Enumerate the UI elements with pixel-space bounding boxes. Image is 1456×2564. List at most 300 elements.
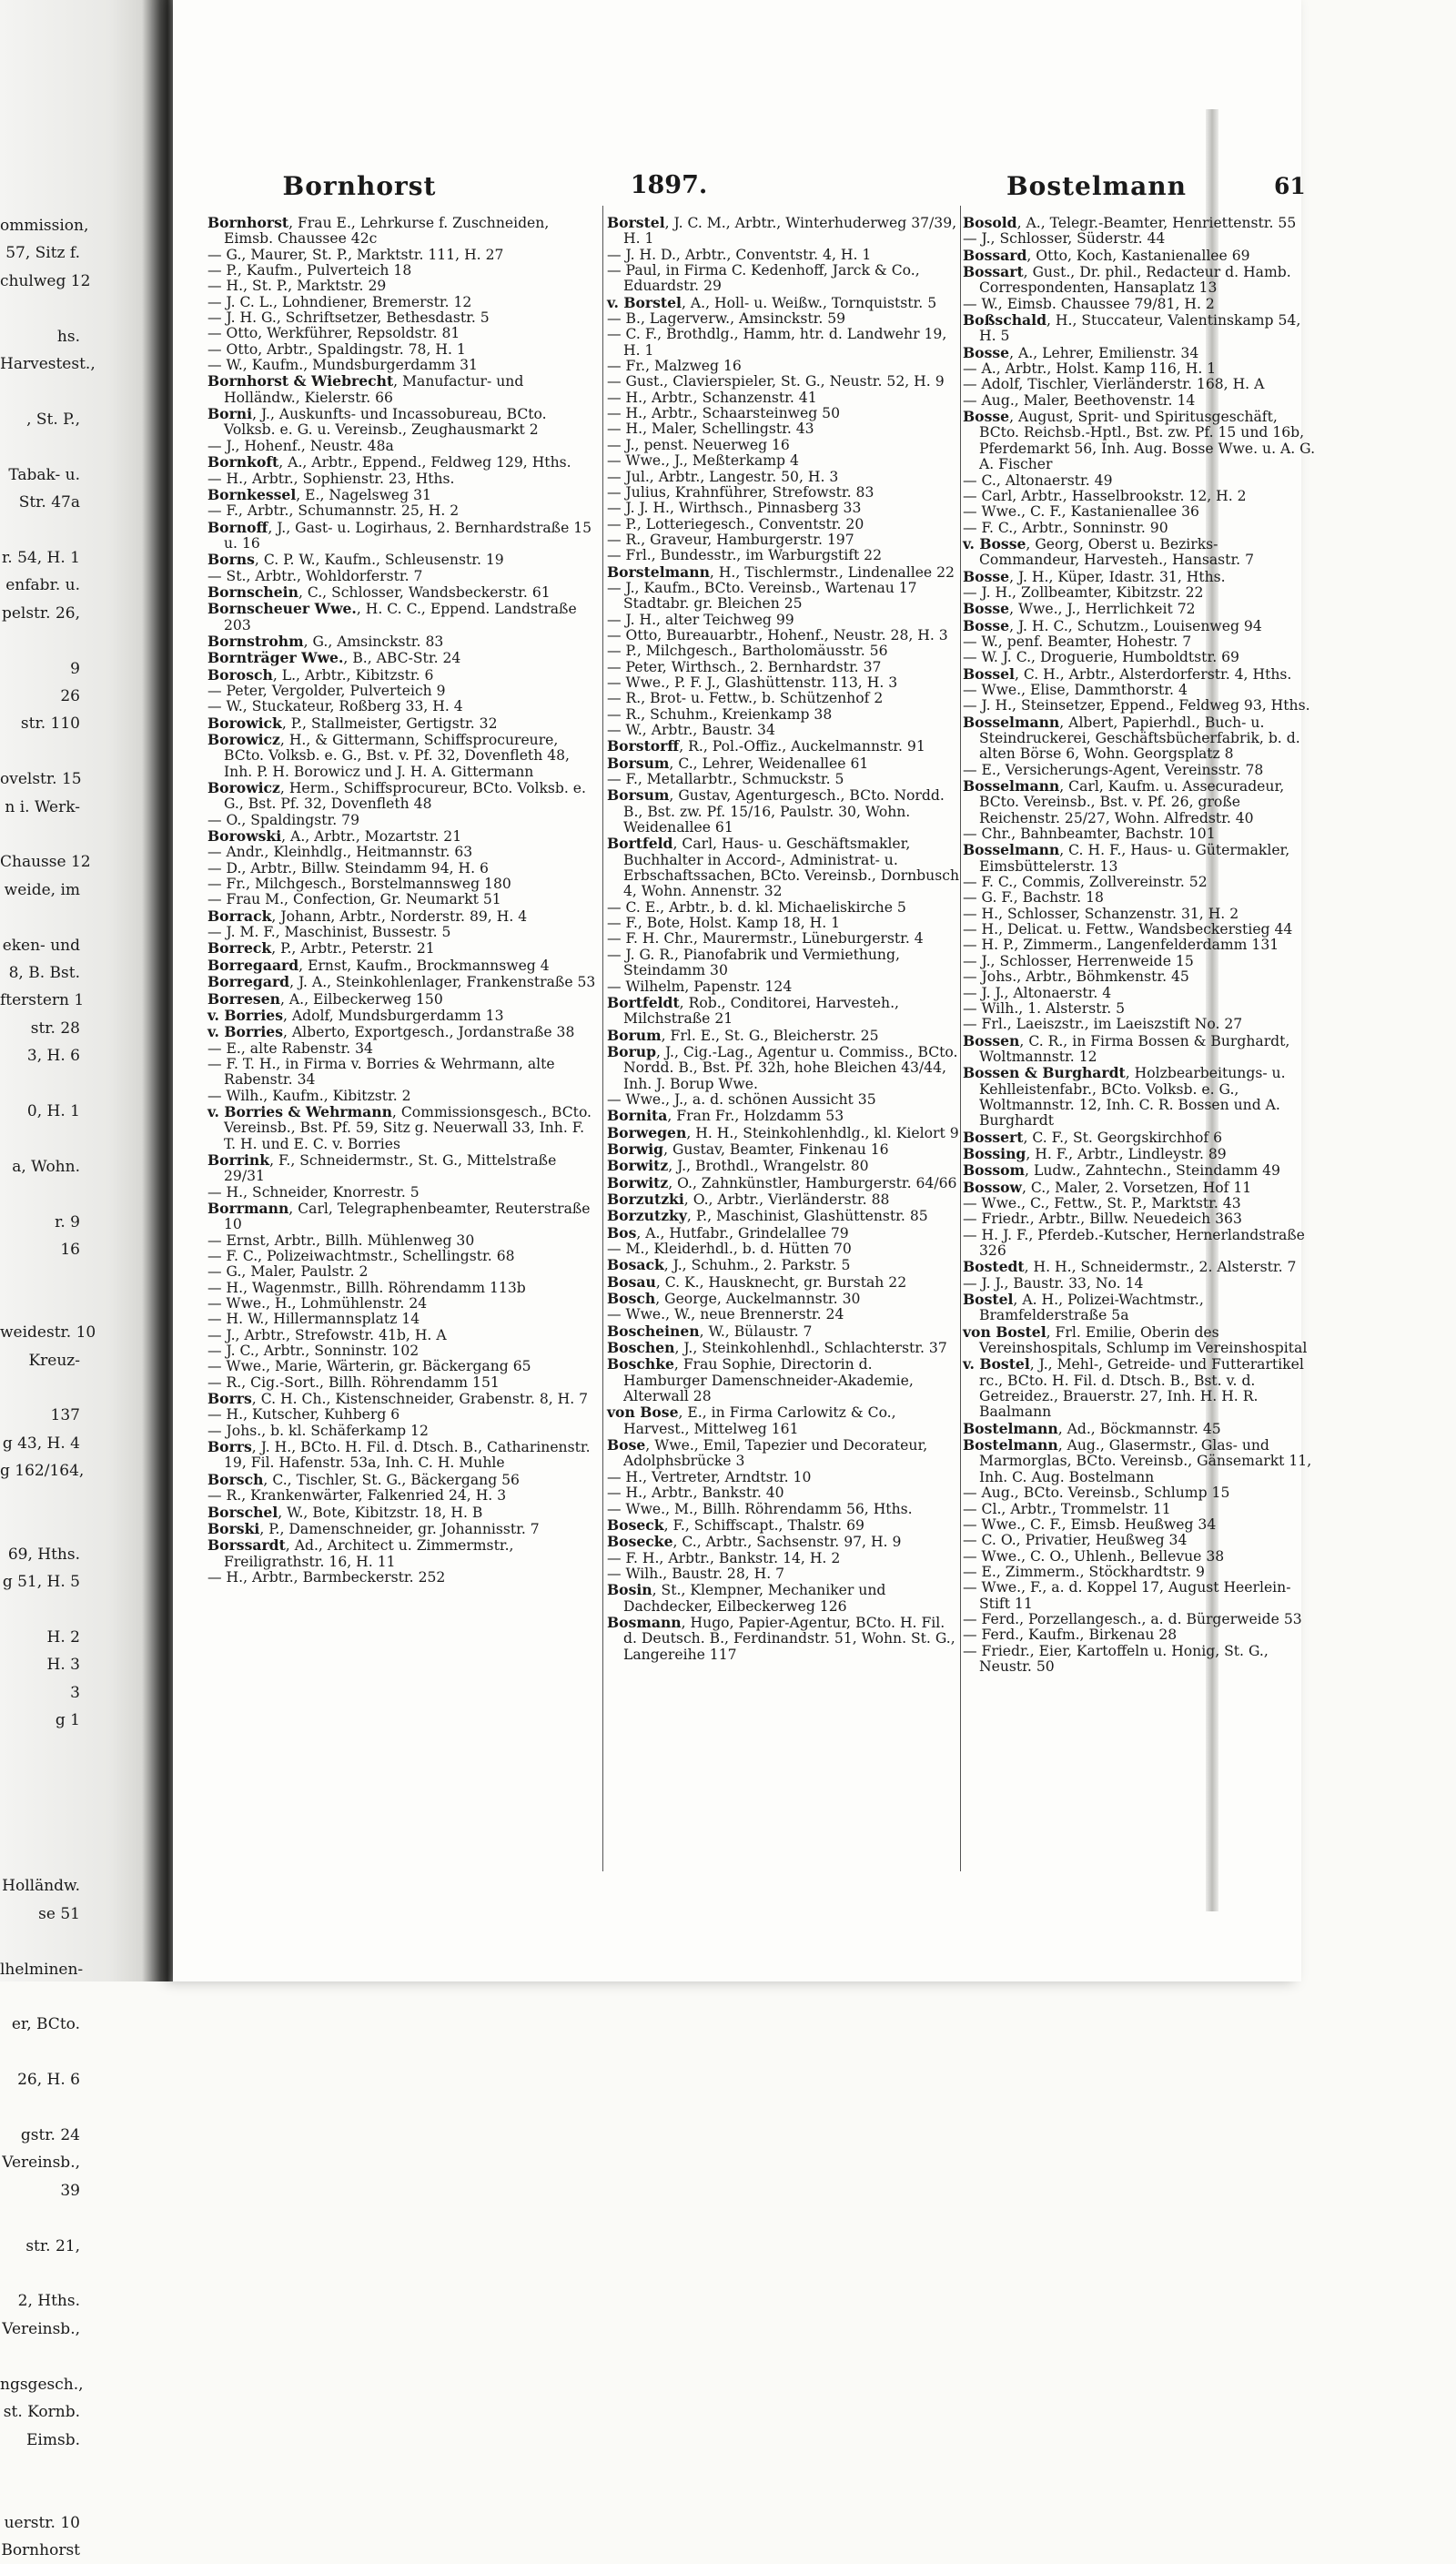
directory-entry: — Wwe., C. O., Uhlenh., Bellevue 38 [963,1547,1225,1565]
directory-entry: Bosack, J., Schuhm., 2. Parkstr. 5 [607,1256,851,1274]
entry-surname: Bornhorst & Wiebrecht [207,372,394,390]
directory-entry: — Peter, Wirthsch., 2. Bernhardstr. 37 [607,658,882,675]
directory-entry: — R., Graveur, Hamburgerstr. 197 [607,531,854,548]
entry-surname: Borowicz [207,731,280,748]
prev-page-fragment [0,1291,100,1318]
directory-entry: — Carl, Arbtr., Hasselbrookstr. 12, H. 2 [963,487,1247,504]
directory-entry: Borresen, A., Eilbeckerweg 150 [207,989,443,1008]
directory-entry: — Wwe., Marie, Wärterin, gr. Bäckergang 65 [207,1358,531,1375]
prev-page-fragment [0,2453,100,2480]
entry-surname: Bostel [963,1291,1014,1309]
directory-entry: — H., Delicat. u. Fettw., Wandsbeckerstieg 44 [963,921,1293,938]
directory-entry: — J. J. H., Wirthsch., Pinnasberg 33 [607,500,862,517]
directory-entry: Borsum, Gustav, Agenturgesch., BCto. Nordd. B., Bst. zw. Pf. 15/16, Paulstr. 30, Wohn. Weidenallee 61 [607,786,945,836]
directory-entry: — W., Stuckateur, Roßberg 33, H. 4 [207,698,463,715]
directory-entry: Borsch, C., Tischler, St. G., Bäckergang 56 [207,1470,520,1488]
directory-entry: Bornoff, J., Gast- u. Logirhaus, 2. Bernhardstraße 15 u. 16 [207,518,592,552]
directory-entry: Bosmann, Hugo, Papier-Agentur, BCto. H. Fil. d. Deutsch. B., Ferdinandstr. 51, Wohn. St. G., Langereihe 117 [607,1613,956,1663]
directory-entry: — Wwe., J., Meßterkamp 4 [607,452,799,470]
directory-entry: — B., Lagerverw., Amsinckstr. 59 [607,310,846,328]
directory-entry: v. Borries, Alberto, Exportgesch., Jordanstraße 38 [207,1023,575,1041]
directory-entry: Borum, Frl. E., St. G., Bleicherstr. 25 [607,1026,879,1044]
prev-page-fragment: ommission, [0,217,89,235]
entry-surname: Bornträger Wwe. [207,649,344,667]
entry-surname: Borwitz [607,1157,669,1175]
prev-page-fragment: 2, Hths. [17,2292,80,2311]
entry-surname: Bosau [607,1272,656,1291]
entry-surname: Bornkoft [207,453,279,471]
directory-entry: — P., Kaufm., Pulverteich 18 [207,262,412,279]
directory-entry: Bosse, Wwe., J., Herrlichkeit 72 [963,600,1196,618]
directory-entry: — H., Schneider, Knorrestr. 5 [207,1183,420,1201]
directory-entry: — H., Wagenmstr., Billh. Röhrendamm 113b [207,1279,526,1296]
entry-surname: Bossart [963,263,1024,281]
directory-entry: — F. T. H., in Firma v. Borries & Wehrmann, alte Rabenstr. 34 [207,1055,555,1089]
prev-page-fragment [0,1262,100,1290]
directory-entry: Bostedt, H. H., Schneidermstr., 2. Alsterstr. 7 [963,1258,1297,1276]
entry-surname: Bortfeld [607,835,673,853]
prev-page-fragment: H. 3 [46,1656,80,1675]
prev-page-fragment: g 162/164, [0,1462,85,1481]
prev-page-fragment: 26, H. 6 [17,2071,80,2090]
directory-entry: — P., Milchgesch., Bartholomäusstr. 56 [607,643,888,660]
directory-entry: Borns, C. P. W., Kaufm., Schleusenstr. 19 [207,551,504,569]
prev-page-fragment: weide, im [4,880,80,899]
entry-surname: v. Borries [207,1006,283,1024]
directory-entry: Borwitz, J., Brothdl., Wrangelstr. 80 [607,1157,869,1175]
prev-page-fragment: hs. [56,327,80,346]
entry-surname: von Bostel [963,1323,1046,1341]
directory-entry: — H., Arbtr., Bankstr. 40 [607,1485,784,1502]
directory-entry: Borski, P., Damenschneider, gr. Johannisstr. 7 [207,1519,540,1537]
directory-entry: Borregaard, Ernst, Kaufm., Brockmannsweg 4 [207,956,550,974]
entry-surname: v. Bostel [963,1355,1030,1373]
directory-entry: — F. H. Chr., Maurermstr., Lüneburgerstr. 4 [607,930,924,948]
prev-page-fragment: 9 [70,659,80,678]
directory-entry: — Friedr., Arbtr., Billw. Neuedeich 363 [963,1211,1242,1228]
entry-surname: Bossert [963,1128,1024,1146]
directory-entry: — Paul, in Firma C. Kedenhoff, Jarck & Co., Eduardstr. 29 [607,262,920,295]
entry-surname: Bornstrohm [207,632,304,650]
entry-surname: Borrack [207,907,272,925]
directory-entry: — Chr., Bahnbeamter, Bachstr. 101 [963,826,1216,843]
directory-entry: Bostelmann, Ad., Böckmannstr. 45 [963,1419,1221,1437]
directory-entry: — Peter, Vergolder, Pulverteich 9 [207,682,446,699]
directory-entry: — Wwe., H., Lohmühlenstr. 24 [207,1295,428,1312]
entry-surname: Bosmann [607,1613,682,1631]
prev-page-fragment: Eimsb. [26,2430,80,2449]
prev-page-fragment: ovelstr. 15 [0,770,82,789]
prev-page-fragment [0,515,100,542]
entry-surname: Bornita [607,1107,668,1125]
directory-entry: — C. O., Privatier, Heußweg 34 [963,1532,1188,1549]
directory-entry: Borrack, Johann, Arbtr., Norderstr. 89, H. 4 [207,907,528,925]
directory-entry: Bosch, George, Auckelmannstr. 30 [607,1290,861,1308]
directory-entry: — J. C., Arbtr., Sonninstr. 102 [207,1343,420,1360]
directory-entry: Bossen & Burghardt, Holzbearbeitungs- u. Kehlleistenfabr., BCto. Volksb. e. G., Woltmannstr. 12, Inh. C. R. Bossen und A. Burghardt [963,1064,1286,1130]
directory-entry: Bornita, Fran Fr., Holzdamm 53 [607,1107,844,1125]
directory-entry: Bosselmann, Carl, Kaufm. u. Assecuradeur, BCto. Vereinsb., Bst. v. Pf. 26, große Reichenstr. 25/27, Wohn. Alfredstr. 40 [963,777,1285,826]
directory-entry: — F. C., Commis, Zollvereinstr. 52 [963,874,1208,891]
entry-surname: Bornoff [207,518,268,536]
directory-entry: — R., Brot- u. Fettw., b. Schützenhof 2 [607,690,884,707]
prev-page-fragment [0,1844,100,1871]
prev-page-fragment: g 43, H. 4 [2,1434,80,1453]
directory-entry: — Fr., Milchgesch., Borstelmannsweg 180 [207,876,511,893]
entry-surname: Borschel [207,1503,278,1521]
prev-page-fragment [0,432,100,460]
prev-page-fragment [0,1982,100,2010]
directory-entry: — J., Kaufm., BCto. Vereinsb., Wartenau 17 Stadtabr. gr. Bleichen 25 [607,579,917,613]
directory-entry: — Otto, Arbtr., Spaldingstr. 78, H. 1 [207,340,466,358]
prev-page-fragment: 39 [60,2181,80,2200]
directory-entry: v. Bostel, J., Mehl-, Getreide- und Futterartikel rc., BCto. H. Fil. d. Dtsch. B., Bst. v. d. Getreidez., Brauerstr. 27, Inh. H. H. R. Baalmann [963,1355,1304,1421]
directory-entry: Bossert, C. F., St. Georgskirchhof 6 [963,1128,1223,1146]
directory-entry: Borrmann, Carl, Telegraphenbeamter, Reuterstraße 10 [207,1199,591,1233]
entry-surname: Borregard [207,973,290,991]
entry-surname: Boßschald [963,311,1046,329]
directory-entry: — Cl., Arbtr., Trommelstr. 11 [963,1500,1171,1517]
directory-entry: Bosin, St., Klempner, Mechaniker und Dachdecker, Eilbeckerweg 126 [607,1581,886,1615]
prev-page-fragment [0,2259,100,2286]
entry-surname: Borregaard [207,956,299,974]
directory-entry: — Wwe., W., neue Brennerstr. 24 [607,1306,844,1323]
directory-entry: — Frau M., Confection, Gr. Neumarkt 51 [207,891,501,908]
entry-surname: Bosold [963,214,1017,231]
directory-entry: — M., Kleiderhdl., b. d. Hütten 70 [607,1241,852,1257]
entry-surname: v. Bosse [963,534,1026,552]
directory-entry: — R., Krankenwärter, Falkenried 24, H. 3 [207,1487,507,1505]
directory-entry: Borssardt, Ad., Architect u. Zimmermstr., Freiligrathstr. 16, H. 11 [207,1536,514,1570]
directory-entry: Bossow, C., Maler, 2. Vorsetzen, Hof 11 [963,1178,1252,1196]
directory-entry: — F. C., Polizeiwachtmstr., Schellingstr. 68 [207,1248,515,1264]
prev-page-fragment: Chausse 12 [0,853,91,872]
entry-surname: Bos [607,1223,637,1241]
directory-entry: Borup, J., Cig.-Lag., Agentur u. Commiss., BCto. Nordd. B., Bst. Pf. 32h, hohe Bleichen 43/44, Inh. J. Borup Wwe. [607,1042,958,1092]
directory-entry: — H. W., Hillermannsplatz 14 [207,1311,420,1328]
prev-page-fragment [0,2204,100,2231]
directory-entry: — Otto, Bureauarbtr., Hohenf., Neustr. 28, H. 3 [607,626,948,644]
directory-entry: — J. M. F., Maschinist, Bussestr. 5 [207,924,451,941]
directory-entry: Bornstrohm, G., Amsinckstr. 83 [207,632,444,650]
entry-surname: Bossen & Burghardt [963,1064,1126,1082]
directory-entry: — J., Schlosser, Herrenweide 15 [963,952,1194,969]
directory-entry: — C. E., Arbtr., b. d. kl. Michaeliskirche 5 [607,898,906,916]
directory-entry: — C. F., Brothdlg., Hamm, htr. d. Landwehr 19, H. 1 [607,326,947,359]
directory-entry: — Otto, Werkführer, Repsoldstr. 81 [207,325,460,342]
prev-page-fragment: gstr. 24 [20,2126,80,2145]
prev-page-fragment: n i. Werk- [5,797,80,816]
directory-entry: — J. H. D., Arbtr., Conventstr. 4, H. 1 [607,246,872,263]
entry-surname: Borup [607,1042,657,1060]
prev-page-fragment: Holländw. [2,1877,80,1896]
directory-entry: — J., penst. Neuerweg 16 [607,436,790,453]
column-3 [963,215,1318,1675]
directory-entry: Bornkoft, A., Arbtr., Eppend., Feldweg 129, Hths. [207,453,571,471]
entry-surname: Borski [207,1519,260,1537]
prev-page-fragment: g 51, H. 5 [2,1572,80,1591]
directory-entry: — Wwe., C. F., Kastanienallee 36 [963,503,1199,521]
directory-entry: — J. G. R., Pianofabrik und Vermiethung, Steindamm 30 [607,946,900,979]
directory-entry: Bosau, C. K., Hausknecht, gr. Burstah 22 [607,1272,907,1291]
entry-surname: Bossom [963,1161,1026,1180]
directory-entry: — F., Metallarbtr., Schmuckstr. 5 [607,771,844,788]
directory-entry: Bornhorst, Frau E., Lehrkurse f. Zuschneiden, Eimsb. Chaussee 42c [207,214,550,248]
directory-entry: Bossard, Otto, Koch, Kastanienallee 69 [963,246,1250,264]
directory-entry: Bosse, J. H., Küper, Idastr. 31, Hths. [963,567,1226,585]
running-head-left: Bornhorst [282,171,437,201]
prev-page-fragment: 3, H. 6 [26,1047,80,1066]
directory-entry: Borstelmann, H., Tischlermstr., Lindenallee 22 [607,562,955,581]
entry-surname: Boschke [607,1355,674,1373]
directory-entry: — E., alte Rabenstr. 34 [207,1039,373,1057]
prev-page-fragment: uerstr. 10 [4,2513,80,2532]
directory-entry: — G., Maurer, St. P., Marktstr. 111, H. 27 [207,246,504,263]
prev-page-fragment [0,2038,100,2065]
entry-surname: Bosse [963,600,1010,618]
directory-entry: v. Borstel, A., Holl- u. Weißw., Tornquiststr. 5 [607,293,937,311]
directory-entry: — H., Maler, Schellingstr. 43 [607,421,814,438]
prev-page-fragment [0,2480,100,2508]
directory-entry: — Adolf, Tischler, Vierländerstr. 168, H. A [963,376,1265,393]
entry-surname: Borrink [207,1150,270,1169]
running-head-year: 1897. [630,171,708,199]
directory-entry: Borosch, L., Arbtr., Kibitzstr. 6 [207,665,434,684]
prev-page-fragment [0,1373,100,1401]
prev-page-fragment [0,1927,100,1954]
prev-page-fragment: chulweg 12 [0,271,91,290]
prev-page-fragment [0,1069,100,1097]
entry-surname: Bossen [963,1031,1020,1049]
entry-surname: Bosselmann [963,713,1060,731]
running-head-right: Bostelmann [1006,171,1187,201]
directory-entry: — J. H., Steinsetzer, Eppend., Feldweg 93, Hths. [963,697,1310,714]
directory-entry: Borowicz, H., & Gittermann, Schiffsprocureure, BCto. Volksb. e. G., Bst. v. Pf. 32, Dovenfleth 48, Inh. P. H. Borowicz und J. H. A. Gittermann [207,731,570,780]
column-2 [607,215,959,1663]
directory-entry: Bossart, Gust., Dr. phil., Redacteur d. Hamb. Correspondenten, Hansaplatz 13 [963,263,1291,297]
directory-entry: Bossing, H. F., Arbtr., Lindleystr. 89 [963,1144,1227,1162]
prev-page-fragment: Harvestest., [0,355,96,374]
column-1 [207,215,599,1586]
entry-surname: Borstel [607,214,665,231]
entry-surname: Borwig [607,1140,664,1158]
directory-entry: — F., Arbtr., Schumannstr. 25, H. 2 [207,502,460,520]
directory-entry: Borreck, P., Arbtr., Peterstr. 21 [207,939,435,958]
entry-surname: Bosack [607,1256,664,1274]
entry-surname: Bosse [963,567,1010,585]
directory-entry: — J. H., alter Teichweg 99 [607,611,794,628]
directory-entry: Boscheinen, W., Bülaustr. 7 [607,1322,813,1340]
entry-surname: Borreck [207,939,272,958]
directory-entry: Bortfeld, Carl, Haus- u. Geschäftsmakler, Buchhalter in Accord-, Administrat- u. Erbschaftssachen, BCto. Vereinsb., Dornbusch 4, Wohn. Annenstr. 32 [607,835,959,900]
entry-surname: Bostedt [963,1258,1025,1276]
prev-page-fragment [0,1789,100,1816]
prev-page-fragment: Bornhorst [1,2541,80,2560]
directory-entry: — D., Arbtr., Billw. Steindamm 94, H. 6 [207,859,489,877]
directory-entry: Bose, Wwe., Emil, Tapezier und Decorateur, Adolphsbrücke 3 [607,1436,928,1470]
directory-entry: Borni, J., Auskunfts- und Incassobureau, BCto. Volksb. e. G. u. Vereinsb., Zeughausmarkt 2 [207,405,547,439]
entry-surname: Borni [207,405,253,423]
entry-surname: Borowicz [207,779,280,797]
directory-entry: — H., Arbtr., Sophienstr. 23, Hths. [207,470,455,487]
directory-entry: Bosselmann, C. H. F., Haus- u. Gütermakler, Eimsbüttelerstr. 13 [963,841,1290,875]
directory-entry: Borstorff, R., Pol.-Offiz., Auckelmannstr. 91 [607,737,925,755]
prev-page-fragment [0,903,100,930]
prev-page-fragment: 69, Hths. [7,1545,80,1564]
directory-entry: — J. H., Zollbeamter, Kibitzstr. 22 [963,583,1204,601]
directory-entry: — J. C. L., Lohndiener, Bremerstr. 12 [207,293,472,310]
directory-entry: — Fr., Malzweg 16 [607,358,742,375]
entry-surname: Bosse [963,343,1010,361]
directory-entry: — Aug., BCto. Vereinsb., Schlump 15 [963,1485,1230,1502]
directory-entry: Bortfeldt, Rob., Conditorei, Harvesteh., Milchstraße 21 [607,993,899,1028]
prev-page-fragment: H. 2 [46,1627,80,1647]
entry-surname: v. Borries [207,1023,283,1041]
directory-entry: Borowski, A., Arbtr., Mozartstr. 21 [207,827,462,846]
entry-surname: Boschen [607,1339,675,1357]
directory-entry: v. Borries, Adolf, Mundsburgerdamm 13 [207,1006,504,1024]
prev-page-fragment: 137 [50,1406,80,1425]
directory-entry: — Wwe., C., Fettw., St. P., Marktstr. 43 [963,1194,1241,1211]
entry-surname: Bornkessel [207,485,297,503]
entry-surname: Bosselmann [963,841,1060,859]
directory-entry: Borwitz, O., Zahnkünstler, Hamburgerstr. 64/66 [607,1173,957,1191]
prev-page-fragment: g 1 [55,1710,80,1729]
directory-entry: — Wilh., 1. Alsterstr. 5 [963,999,1126,1017]
directory-entry: — Wwe., P. F. J., Glashüttenstr. 113, H. 3 [607,674,898,691]
previous-page-edge [0,0,100,2560]
prev-page-fragment [0,1595,100,1622]
column-rule [602,206,603,1871]
prev-page-fragment [0,2342,100,2369]
directory-entry: — Wwe., M., Billh. Röhrendamm 56, Hths. [607,1500,913,1517]
prev-page-fragment: weidestr. 10 [0,1323,96,1343]
entry-surname: Bosch [607,1290,656,1308]
entry-surname: von Bose [607,1404,679,1422]
directory-entry: Boßschald, H., Stuccateur, Valentinskamp 54, H. 5 [963,311,1301,345]
prev-page-fragment: Vereinsb., [2,2154,80,2173]
entry-surname: Bossard [963,246,1027,264]
page-number: 61 [1274,173,1306,199]
entry-surname: Borwegen [607,1123,687,1141]
directory-entry: v. Borries & Wehrmann, Commissionsgesch., BCto. Vereinsb., Bst. Pf. 59, Sitz g. Neuerwall 33, Inh. F. T. H. und E. C. v. Borries [207,1102,592,1152]
directory-entry: von Bostel, Frl. Emilie, Oberin des Vereinshospitals, Schlump im Vereinshospital [963,1323,1308,1357]
directory-entry: — H., Kutscher, Kuhberg 6 [207,1406,400,1424]
directory-entry: Borzutzky, P., Maschinist, Glashüttenstr. 85 [607,1207,928,1225]
directory-entry: Bossel, C. H., Arbtr., Alsterdorferstr. 4, Hths. [963,664,1292,683]
directory-entry: — F. C., Arbtr., Sonninstr. 90 [963,519,1168,536]
entry-surname: Boscheinen [607,1322,700,1340]
prev-page-fragment [0,737,100,765]
prev-page-fragment: lhelminen- [0,1960,84,1979]
directory-entry: Bornträger Wwe., B., ABC-Str. 24 [207,649,461,667]
directory-entry: — Wwe., F., a. d. Koppel 17, August Heerlein-Stift 11 [963,1579,1291,1612]
directory-entry: — H., St. P., Marktstr. 29 [207,278,387,295]
entry-surname: Borowski [207,827,282,846]
prev-page-fragment: enfabr. u. [5,576,80,595]
directory-entry: Borwig, Gustav, Beamter, Finkenau 16 [607,1140,889,1158]
prev-page-fragment [0,1761,100,1789]
prev-page-fragment: 16 [60,1241,80,1260]
directory-entry: — H., Arbtr., Barmbeckerstr. 252 [207,1568,446,1586]
entry-surname: Borstorff [607,737,680,755]
directory-entry: — Jul., Arbtr., Langestr. 50, H. 3 [607,468,839,485]
directory-entry: Bosse, A., Lehrer, Emilienstr. 34 [963,343,1199,361]
prev-page-fragment: 57, Sitz f. [5,244,80,263]
directory-entry: — J., Hohenf., Neustr. 48a [207,437,394,454]
entry-surname: Borowick [207,714,282,732]
prev-page-fragment: a, Wohn. [12,1157,80,1176]
directory-entry: von Bose, E., in Firma Carlowitz & Co., Harvest., Mittelweg 161 [607,1404,896,1437]
directory-entry: — J. J., Altonaerstr. 4 [963,984,1112,1001]
directory-entry: Bosse, J. H. C., Schutzm., Louisenweg 94 [963,616,1262,634]
entry-surname: Borzutzky [607,1207,687,1225]
entry-surname: Borrmann [207,1199,289,1217]
prev-page-fragment [0,820,100,847]
directory-entry: — Ferd., Porzellangesch., a. d. Bürgerweide 53 [963,1610,1302,1627]
prev-page-fragment: 0, H. 1 [26,1102,80,1120]
prev-page-fragment [0,1817,100,1844]
directory-entry: — W., penf. Beamter, Hohestr. 7 [963,633,1192,650]
directory-entry: Bornscheuer Wwe., H. C. C., Eppend. Landstraße 203 [207,600,577,633]
directory-entry: — Wilh., Kaufm., Kibitzstr. 2 [207,1087,411,1104]
directory-entry: — Wwe., C. F., Eimsb. Heußweg 34 [963,1515,1217,1533]
entry-surname: Borns [207,551,255,569]
directory-entry: Bostel, A. H., Polizei-Wachtmstr., Bramfelderstraße 5a [963,1291,1204,1324]
prev-page-fragment: Kreuz- [28,1351,80,1370]
directory-entry: Bosse, August, Sprit- und Spiritusgeschäft, BCto. Reichsb.-Hptl., Bst. zw. Pf. 15 und 16b, Pferdemarkt 56, Inh. Aug. Bosse Wwe. u. A. G. A. Fischer [963,408,1316,473]
prev-page-fragment: str. 28 [30,1019,80,1038]
entry-surname: Borzutzki [607,1190,684,1208]
entry-surname: Borrs [207,1390,252,1408]
prev-page-fragment [0,626,100,654]
directory-entry: — H. J. F., Pferdeb.-Kutscher, Hernerlandstraße 326 [963,1226,1305,1259]
directory-entry: — H., Arbtr., Schaarsteinweg 50 [607,405,840,422]
directory-entry: — G. F., Bachstr. 18 [963,889,1104,907]
directory-entry: — Aug., Maler, Beethovenstr. 14 [963,391,1196,409]
directory-entry: — Wilhelm, Papenstr. 124 [607,978,793,995]
directory-entry: — Gust., Clavierspieler, St. G., Neustr. 52, H. 9 [607,373,945,390]
prev-page-top-margin [0,0,100,211]
directory-entry: Bornschein, C., Schlosser, Wandsbeckerstr. 61 [207,583,551,601]
entry-surname: Borrs [207,1438,252,1456]
entry-surname: Borresen [207,989,280,1008]
entry-surname: Bosselmann [963,777,1060,796]
prev-page-fragment: er, BCto. [11,2015,80,2034]
entry-surname: Borsum [607,754,670,772]
entry-surname: Boseck [607,1515,664,1534]
prev-page-fragment [0,2093,100,2121]
directory-entry: — J. J., Baustr. 33, No. 14 [963,1274,1144,1292]
directory-entry: — Johs., b. kl. Schäferkamp 12 [207,1422,429,1439]
entry-surname: Bornhorst [207,214,289,231]
directory-entry: Boschke, Frau Sophie, Directorin d. Hamburger Damenschneider-Akademie, Alterwall 28 [607,1355,914,1405]
directory-entry: Borzutzki, O., Arbtr., Vierländerstr. 88 [607,1190,890,1208]
prev-page-fragment: Vereinsb., [2,2319,80,2338]
directory-entry: v. Bosse, Georg, Oberst u. Bezirks-Commandeur, Harvesteh., Hansastr. 7 [963,534,1255,569]
directory-entry: — Frl., Bundesstr., im Warburgstift 22 [607,547,883,564]
prev-page-fragment: Tabak- u. [8,465,80,484]
entry-surname: Borstelmann [607,562,710,581]
prev-page-fragment [0,377,100,404]
directory-entry: — H., Vertreter, Arndtstr. 10 [607,1468,812,1485]
entry-surname: Bossing [963,1144,1026,1162]
entry-surname: v. Borries & Wehrmann [207,1102,392,1120]
directory-entry: Bosold, A., Telegr.-Beamter, Henriettenstr. 55 [963,214,1297,231]
directory-entry: — W., Kaufm., Mundsburgerdamm 31 [207,357,478,374]
prev-page-fragment [0,1124,100,1151]
prev-page-fragment: 3 [70,1683,80,1702]
